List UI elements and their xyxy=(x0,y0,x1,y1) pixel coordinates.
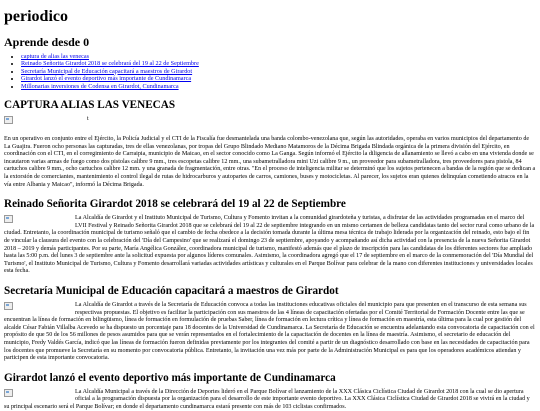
article-body-captura: En un operativo en conjunto entre el Ejército, la Policía Judicial y el CTI de la Fiscalía fue desmantelada una banda colombo-venezolana que, según las autoridades, operaba en varios municipios del departamento de La Guajira. Fueron ocho personas las capturadas, tres de ellas venezolanas, por tropas del Grupo Blindado Mediano Matamoros de la Décima Brigada Blindada orgánica de la primera división del Ejército, en coordinación con el CTI, en el corregimiento de Carraipia, municipio de Maicao, en el sector conocido como La Ganga. Según informó el Ejército la diligencia de allanamiento se llevó a cabo en una vivienda donde se incautaron varias armas de fuego como dos pistolas calibre 9 mm., tres escopetas calibre 12 mm., una subametralladora mini Uzi calibre 9 m., un proveedor para subametralladora, tres proveedores para pistola, 84 cartuchos calibre 9 mm., ocho cartuchos calibre 12 mm. y una granada de fragmentación, entre otras. "En el proceso de inteligencia militar se determinó que los sujetos pertenecen a bandas de la región que se dedican a la extorsión de comerciantes, mantenimiento el control ilegal de rutas de hidrocarburos y autopartes de carros, camiones, buses y motocicletas. Al parecer, los sujetos eran quienes delinquían cometiendo atracos en la vía entre Albania y Maicao", informó la Décima Brigada. xyxy=(4,136,536,188)
broken-image-icon xyxy=(4,116,13,124)
article-body-educacion xyxy=(4,302,536,363)
article-title-deportivo: Girardot lanzó el evento deportivo más importante de Cundinamarca xyxy=(4,371,336,384)
broken-image-icon xyxy=(4,389,13,397)
article-body-deportivo xyxy=(4,389,536,411)
article-body-reinado xyxy=(4,215,536,276)
broken-image-icon xyxy=(4,215,13,223)
list-item xyxy=(21,60,536,67)
list-item xyxy=(21,68,536,75)
article-text: La Alcaldía de Girardot y el Instituto Municipal de Turismo, Cultura y Fomento invitan a la comunidad girardoteña y turistas, a disfrutar de las actividades programadas en el marco del LVII Festival y Reinado Señorita Girardot 2018 que se celebrará del 19 al 22 de septiembre integrando en un mismo certamen de belleza candidatas tanto del sector rural como urbano de la ciudad. Entretanto, la coordinación municipal de turismo señaló que el cambio de fecha obedece a la decisión tomada durante la última mesa técnica de trabajo liderada por la organización del reinado, esto bajo el fin de vincular la clausura del evento con la celebración del 'Día del Campesino' que se realizará el domingo 23 de septiembre, apoyando y acompañando así dicha actividad con la presencia de la nueva Señorita Girardot 2018 – 2019 y demás participantes. Por su parte, María Angélica González, coordinadora municipal de turismo, manifestó además que el plazo de inscripción para las candidatas de los diferentes sectores fue ampliado hasta las 5:00 p.m. del lunes 3 de septiembre ante la solicitud expuesta por algunos líderes comunales. Asimismo, la coordinadora agregó que el 17 de septiembre en el marco de la conmemoración del 'Día Mundial del Turismo', el Instituto Municipal de Turismo, Cultura y Fomento desarrollará variadas actividades artísticas y culturales en el Parque Bolívar para celebrar de la mano con diferentes instituciones y universidades locales esta fecha. xyxy=(4,215,535,275)
list-item xyxy=(21,75,536,82)
article-image-row xyxy=(4,116,536,128)
list-item xyxy=(21,53,536,60)
image-marker: t xyxy=(87,116,89,123)
article-links-list xyxy=(4,53,536,90)
article-title-reinado: Reinado Señorita Girardot 2018 se celebrará del 19 al 22 de Septiembre xyxy=(4,198,346,211)
site-title: periodico xyxy=(4,8,68,25)
list-item xyxy=(21,83,536,90)
link-reinado[interactable]: Reinado Señorita Girardot 2018 se celebrará del 19 al 22 de Septiembre xyxy=(21,60,199,68)
link-educacion[interactable]: Secretaría Municipal de Educación capacitará a maestros de Girardot xyxy=(21,67,193,75)
article-title-captura: CAPTURA ALIAS LAS VENECAS xyxy=(4,99,176,112)
broken-image-icon xyxy=(4,302,13,310)
section-heading: Aprende desde 0 xyxy=(4,35,90,49)
article-text: La Alcaldía Municipal a través de la Dirección de Deportes lideró en el Parque Bolívar el lanzamiento de la XXX Clásica Ciclística Ciudad de Girardot 2018 con la cual se dio apertura oficial a la programación dispuesta por la organización para el desarrollo de este importante evento deportivo. La XXX Clásica Ciclística Ciudad de Girardot 2018 se vivirá en la ciudad y su principal escenario será el Parque Bolívar; en donde el departamento cundinamarca estará presente con más de 103 ciclistas confirmados. xyxy=(4,388,530,410)
link-captura[interactable]: captura de alias las venecas xyxy=(21,53,90,60)
article-text: La Alcaldía de Girardot a través de la Secretaría de Educación convoca a todas las instituciones educativas oficiales del municipio para que presenten en el transcurso de esta semana sus respectivas propuestas. El objetivo es facilitar la participación con sus maestros de las 4 líneas de capacitación ofertadas por el Comité Territorial de Formación Docente entre las que se encuentran la línea de formación en bilingüismo, línea de formación en formulación de pruebas Saber, línea de formación en lectura crítica y línea de formación en maestría, esta última para la cual por gestión del alcalde César Fabián Villalba Acevedo se ha dispuesto un porcentaje para 18 docentes de la Universidad de Cundinamarca. La Secretaría de Educación se encuentra adelantando esta convocatoria de capacitación con el propósito de que 50 de los 56 millones de pesos asumidos para que se verán representados en el fortalecimiento de la capacitación de docentes en la línea de maestría. Asimismo, el secretario de educación del municipio, Fredy Valdés García, indicó que las líneas de formación fueron definidas previamente por los integrantes del comité a partir de un diagnóstico desarrollado con base en las necesidades de capacitación para los docentes que promueve la Secretaría en su momento por convocatoria pública. Entretanto, la invitación una vez más por parte de la Administración Municipal es para que los operadores académicos atiendan y participen de esta importante convocatoria. xyxy=(4,301,535,362)
article-title-educacion: Secretaría Municipal de Educación capacitará a maestros de Girardot xyxy=(4,284,339,297)
link-deportivo[interactable]: Girardot lanzó el evento deportivo más importante de Cundinamarca xyxy=(21,75,192,83)
link-codensa[interactable]: Millonarias inversiones de Codensa en Girardot, Cundinamarca xyxy=(21,82,179,90)
